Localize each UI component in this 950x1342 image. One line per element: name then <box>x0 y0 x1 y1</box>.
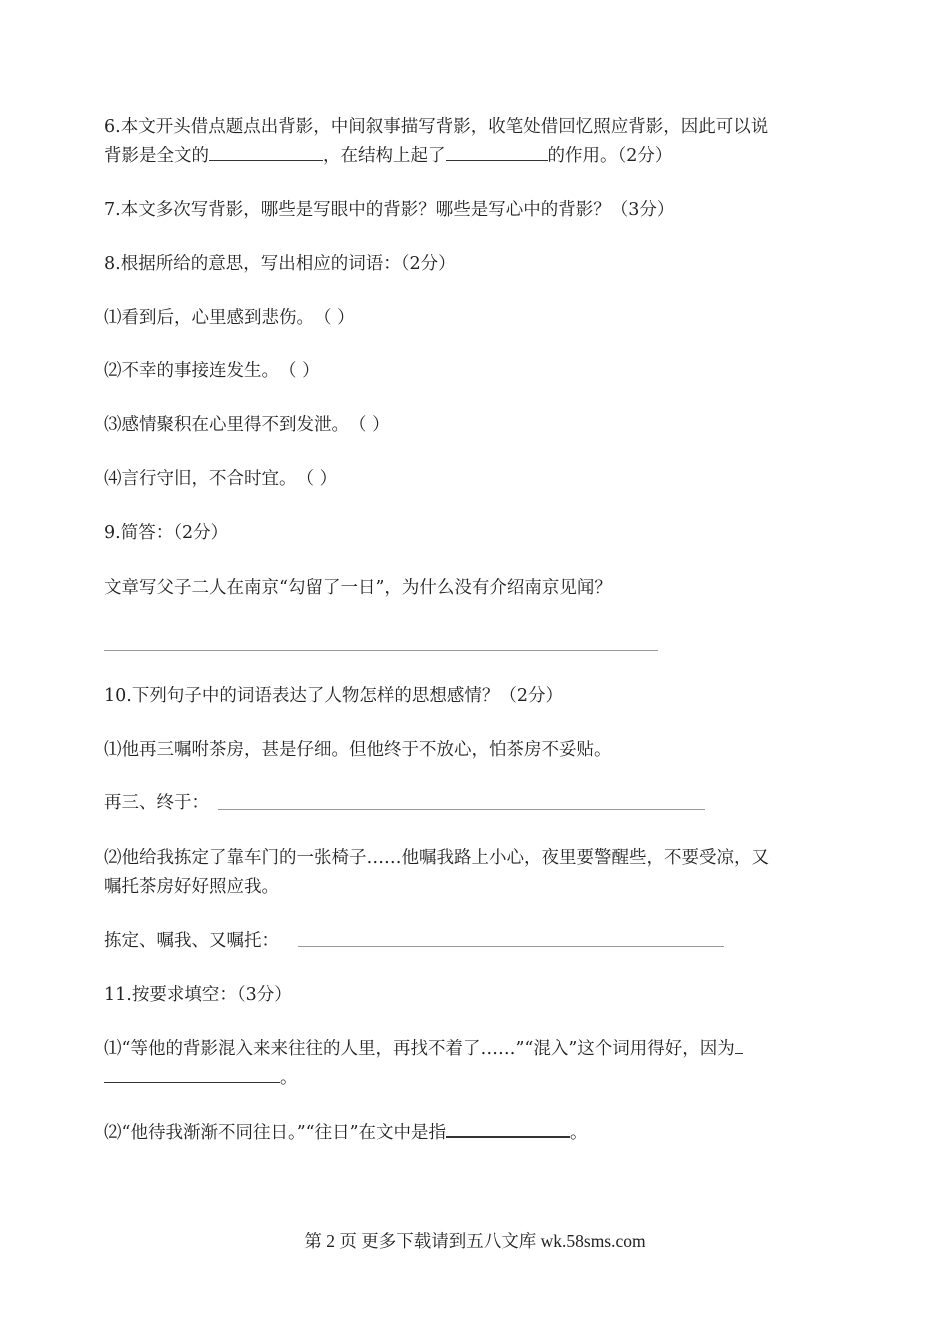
q8-item-text: ⑶感情聚积在心里得不到发泄。 <box>104 415 349 435</box>
q10-title: 10.下列句子中的词语表达了人物怎样的思想感情？（2分） <box>104 686 563 706</box>
q10-answer-1 <box>104 789 209 818</box>
q11-sentence-1-line-1 <box>104 1035 743 1064</box>
q6-text-a: 背影是全文的 <box>104 146 209 166</box>
q8-item-text: ⑵不幸的事接连发生。 <box>104 361 279 381</box>
q11-sentence-1-end: 。 <box>280 1068 298 1088</box>
q8-item-3 <box>104 411 390 440</box>
q8-item-text: ⑴看到后，心里感到悲伤。 <box>104 308 314 328</box>
q11-blank-1 <box>104 1064 280 1083</box>
q10-sentence-2-line-2: 嘱托茶房好好照应我。 <box>104 877 279 897</box>
q7-text: 7.本文多次写背影，哪些是写眼中的背影？哪些是写心中的背影？（3分） <box>104 200 675 220</box>
q6-blank-2 <box>446 142 548 161</box>
q11-sentence-1-text: ⑴“等他的背影混入来来往往的人里，再找不着了……”“混入”这个词用得好，因为 <box>104 1039 735 1059</box>
q6-blank-1 <box>209 142 323 161</box>
q8-item-1 <box>104 304 355 333</box>
q10-answer-2 <box>104 927 279 956</box>
q10-answer-1-label: 再三、终于： <box>104 793 209 813</box>
q6-line-1: 6.本文开头借点题点出背影，中间叙事描写背影，收笔处借回忆照应背影，因此可以说 <box>104 117 769 137</box>
q10-answer-1-line <box>218 809 705 810</box>
page-footer: 第 2 页 更多下载请到五八文库 wk.58sms.com <box>304 1231 646 1251</box>
q11-sentence-2-end: 。 <box>570 1123 588 1143</box>
q8-item-2 <box>104 357 320 386</box>
q10-answer-2-line <box>298 946 724 947</box>
q8-answer-paren: （ ） <box>349 415 390 435</box>
q11-title: 11.按要求填空：（3分） <box>104 985 292 1005</box>
q10-sentence-1: ⑴他再三嘱咐茶房，甚是仔细。但他终于不放心，怕茶房不妥贴。 <box>104 740 612 760</box>
q9-question: 文章写父子二人在南京“勾留了一日”，为什么没有介绍南京见闻？ <box>104 578 612 598</box>
q10-answer-2-label: 拣定、嘱我、又嘱托： <box>104 931 279 951</box>
q10-sentence-2-line-1: ⑵他给我拣定了靠车门的一张椅子……他嘱我路上小心，夜里要警醒些，不要受凉，又 <box>104 848 769 868</box>
q11-sentence-1-line-2 <box>104 1064 298 1093</box>
q6-line-2 <box>104 142 672 171</box>
q11-sentence-2 <box>104 1118 588 1148</box>
q11-blank-2 <box>446 1118 570 1138</box>
q8-answer-paren: （ ） <box>314 308 355 328</box>
q8-answer-paren: （ ） <box>296 469 338 489</box>
q6-text-b: ，在结构上起了 <box>323 146 446 166</box>
q9-title: 9.简答：（2分） <box>104 523 229 543</box>
q8-item-text: ⑷言行守旧，不合时宜。 <box>104 469 297 489</box>
q9-answer-line <box>104 650 658 651</box>
q8-item-4 <box>104 465 337 494</box>
q8-answer-paren: （ ） <box>279 361 320 381</box>
q6-text-c: 的作用。（2分） <box>547 146 673 166</box>
q11-blank-1-start <box>735 1035 743 1054</box>
q8-title: 8.根据所给的意思，写出相应的词语：（2分） <box>104 254 456 274</box>
q11-sentence-2-text: ⑵“他待我渐渐不同往日。”“往日”在文中是指 <box>104 1123 447 1143</box>
